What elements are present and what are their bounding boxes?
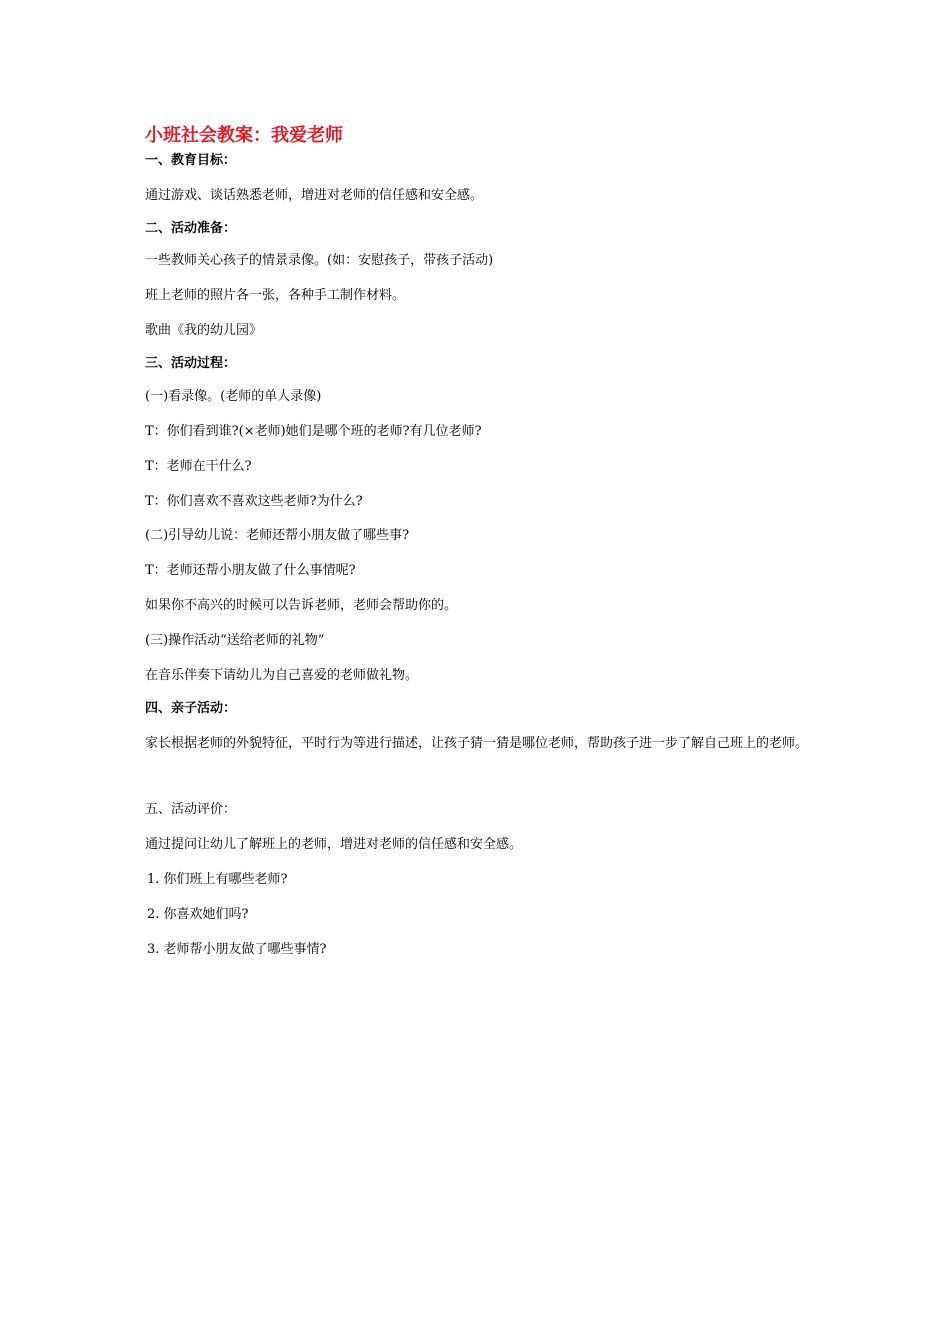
document-title: 小班社会教案：我爱老师 xyxy=(145,125,343,146)
paragraph: (一)看录像。(老师的单人录像) xyxy=(145,389,322,404)
section-heading-process: 三、活动过程： xyxy=(145,356,237,371)
paragraph: 如果你不高兴的时候可以告诉老师，老师会帮助你的。 xyxy=(145,598,458,613)
paragraph: T：老师还帮小朋友做了什么事情呢? xyxy=(145,563,356,578)
paragraph: 通过游戏、谈话熟悉老师，增进对老师的信任感和安全感。 xyxy=(145,188,484,203)
paragraph: T：老师在干什么? xyxy=(145,459,252,474)
paragraph: 班上老师的照片各一张，各种手工制作材料。 xyxy=(145,288,406,303)
list-item: 3. 老师帮小朋友做了哪些事情? xyxy=(147,942,327,957)
section-heading-evaluation: 五、活动评价： xyxy=(145,802,237,817)
paragraph: 通过提问让幼儿了解班上的老师，增进对老师的信任感和安全感。 xyxy=(145,837,523,852)
list-item: 2. 你喜欢她们吗? xyxy=(147,907,249,922)
paragraph: 在音乐伴奏下请幼儿为自己喜爱的老师做礼物。 xyxy=(145,668,419,683)
paragraph: T：你们喜欢不喜欢这些老师?为什么? xyxy=(145,494,363,509)
paragraph: 歌曲《我的幼儿园》 xyxy=(145,323,263,338)
paragraph: 家长根据老师的外貌特征，平时行为等进行描述，让孩子猜一猜是哪位老师，帮助孩子进一步了解自己班上的老师。 xyxy=(145,736,809,751)
section-heading-goals: 一、教育目标： xyxy=(145,153,237,168)
paragraph: (二)引导幼儿说：老师还帮小朋友做了哪些事? xyxy=(145,528,410,543)
list-item: 1. 你们班上有哪些老师? xyxy=(147,872,288,887)
paragraph: 一些教师关心孩子的情景录像。(如：安慰孩子，带孩子活动) xyxy=(145,253,494,268)
section-heading-parent-child: 四、亲子活动： xyxy=(145,701,237,716)
paragraph: (三)操作活动“送给老师的礼物” xyxy=(145,633,325,648)
section-heading-preparation: 二、活动准备： xyxy=(145,221,237,236)
paragraph: T：你们看到谁?(×老师)她们是哪个班的老师?有几位老师? xyxy=(145,424,482,439)
